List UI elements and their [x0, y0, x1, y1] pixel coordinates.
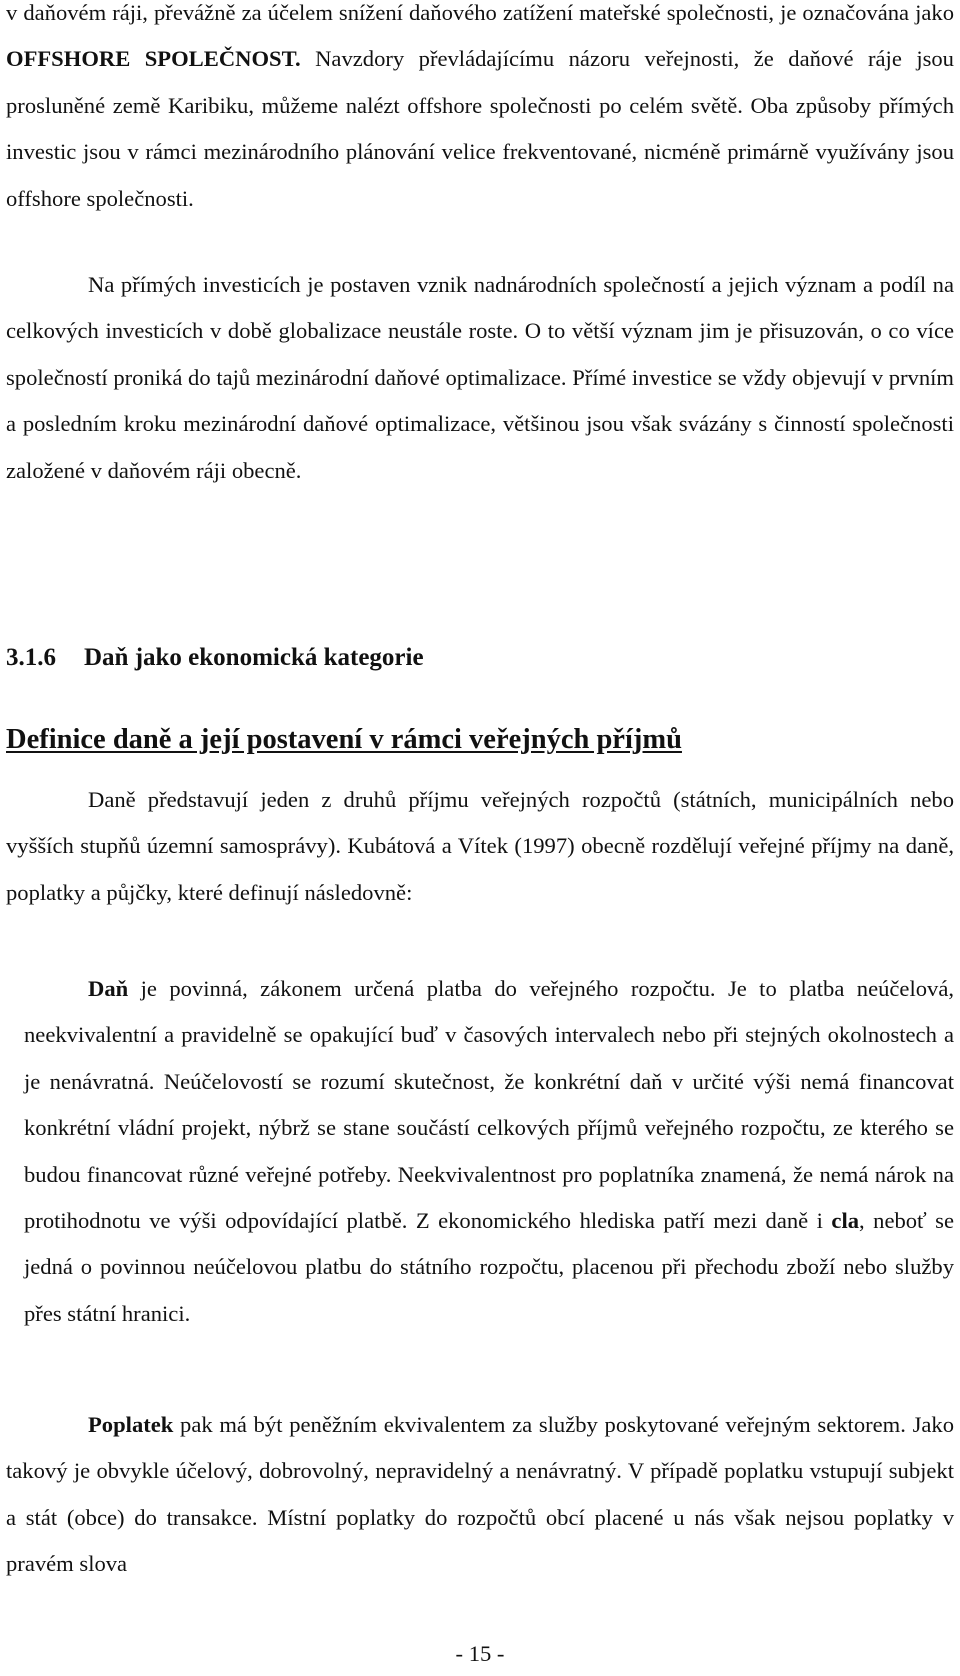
subheading: Definice daně a její postavení v rámci veřejných příjmů	[6, 724, 682, 755]
section-number: 3.1.6	[6, 644, 56, 671]
section-title: Daň jako ekonomická kategorie	[84, 644, 424, 671]
paragraph-tax	[6, 966, 954, 1337]
paragraph-text: je povinná, zákonem určená platba do veřejného rozpočtu. Je to platba neúčelová, neekvivalentní a pravidelně se opakující buď v časových intervalech nebo při stejných okolnostech a je nenávratná. Neúčelovostí se rozumí skutečnost, že konkrétní daň v určité výši nemá financovat konkrétní vládní projekt, nýbrž se stane součástí celkových příjmů veřejného rozpočtu, ze kterého se budou financovat různé veřejné potřeby. Neekvivalentnost pro poplatníka znamená, že nemá nárok na protihodnotu ve výši odpovídající platbě. Z ekonomického hlediska patří mezi daně i	[24, 976, 954, 1234]
bold-term-customs: cla	[831, 1208, 860, 1234]
paragraph-taxes-definition: Daně představují jeden z druhů příjmu veřejných rozpočtů (státních, municipálních nebo vyšších stupňů územní samosprávy). Kubátová a Vítek (1997) obecně rozdělují veřejné příjmy na daně, poplatky a půjčky, které definují následovně:	[6, 787, 954, 905]
page-number: - 15 -	[455, 1641, 505, 1666]
paragraph-text: Navzdory převládajícímu názoru veřejnosti, že daňové ráje jsou prosluněné země Karibiku, můžeme nalézt offshore společnosti po celém světě. Oba způsoby přímých investic jsou v rámci mezinárodního plánování velice frekventované, nicméně primárně využívány jsou offshore společnosti.	[6, 46, 954, 211]
bold-term-offshore: OFFSHORE SPOLEČNOST.	[6, 46, 301, 72]
paragraph-fee	[6, 1402, 954, 1588]
paragraph-text: v daňovém ráji, převážně za účelem snížení daňového zatížení mateřské společnosti, je označována jako	[6, 0, 954, 25]
paragraph-tax-block	[6, 966, 954, 1337]
paragraph-offshore	[6, 0, 954, 222]
paragraph-direct-investments: Na přímých investicích je postaven vznik nadnárodních společností a jejich význam a podíl na celkových investicích v době globalizace neustále roste. O to větší význam jim je přisuzován, o co více společností proniká do tajů mezinárodní daňové optimalizace. Přímé investice se vždy objevují v prvním a posledním kroku mezinárodní daňové optimalizace, většinou jsou však svázány s činností společnosti založené v daňovém ráji obecně.	[6, 272, 954, 483]
paragraph-text: , neboť se jedná o povinnou neúčelovou platbu do státního rozpočtu, placenou při přechodu zboží nebo služby přes státní hranici.	[24, 1208, 954, 1326]
paragraph-text: pak má být peněžním ekvivalentem za služby poskytované veřejným sektorem. Jako takový je obvykle účelový, dobrovolný, nepravidelný a nenávratný. V případě poplatku vstupují subjekt a stát (obce) do transakce. Místní poplatky do rozpočtů obcí placené u nás však nejsou poplatky v pravém slova	[6, 1412, 954, 1577]
bold-term-fee: Poplatek	[88, 1412, 174, 1437]
bold-term-tax: Daň	[88, 976, 129, 1001]
section-heading	[6, 644, 424, 672]
